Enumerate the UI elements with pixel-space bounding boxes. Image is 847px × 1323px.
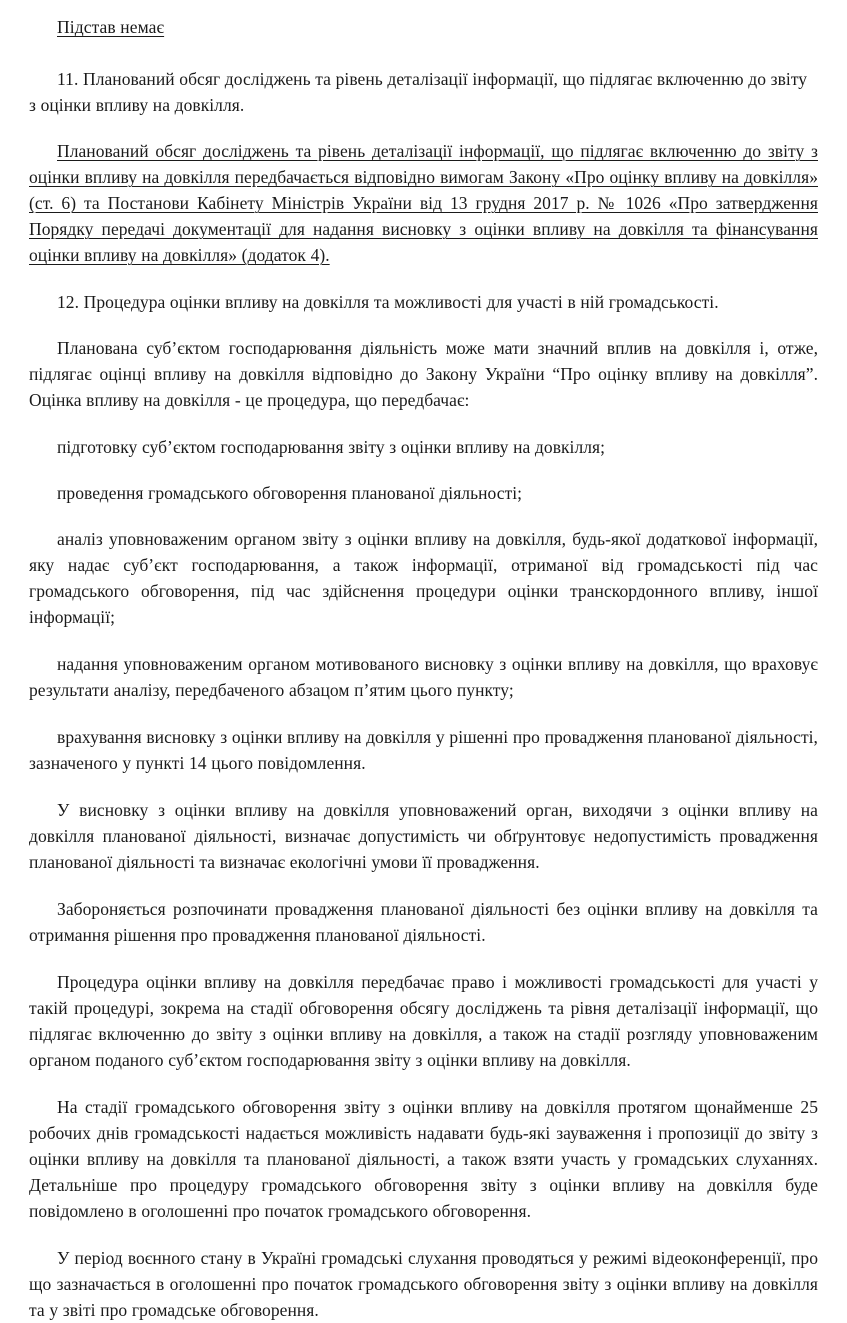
paragraph-item-11: 11. Планований обсяг досліджень та рівень деталізації інформації, що підлягає включенню до звіту з оцінки впливу на довкілля. — [29, 69, 808, 115]
paragraph-item-12-intro: Планована суб’єктом господарювання діяльність може мати значний вплив на довкілля і, отже, підлягає оцінці впливу на довкілля відповідно до Закону України “Про оцінку впливу на довкілля”. Оцінка впливу на довкілля - це процедура, що передбачає: — [29, 338, 818, 410]
paragraph-bullet-5: врахування висновку з оцінки впливу на довкілля у рішенні про провадження планованої діяльності, зазначеного у пункті 14 цього повідомлення. — [29, 727, 818, 773]
document-body — [29, 14, 818, 1323]
paragraph-bullet-1: підготовку суб’єктом господарювання звіту з оцінки впливу на довкілля; — [57, 437, 606, 457]
paragraph-item-12: 12. Процедура оцінки впливу на довкілля та можливості для участі в ній громадськості. — [57, 292, 719, 312]
paragraph-bullet-4: надання уповноваженим органом мотивованого висновку з оцінки впливу на довкілля, що враховує результати аналізу, передбаченого абзацом п’ятим цього пункту; — [29, 654, 818, 700]
page-title — [29, 14, 818, 40]
paragraph-procedure-rights: Процедура оцінки впливу на довкілля передбачає право і можливості громадськості для участі у такій процедурі, зокрема на стадії обговорення обсягу досліджень та рівня деталізації інформації, що підлягає включенню до звіту з оцінки впливу на довкілля, а також на стадії розгляду уповноваженим органом поданого суб’єктом господарювання звіту з оцінки впливу на довкілля. — [29, 972, 818, 1070]
page-title-text: Підстав немає — [57, 17, 165, 37]
paragraph-martial-law: У період воєнного стану в Україні громадські слухання проводяться у режимі відеоконференції, про що зазначається в оголошенні про початок громадського обговорення звіту з оцінки впливу на довкілля та у звіті про громадське обговорення. — [29, 1248, 818, 1320]
paragraph-bullet-2: проведення громадського обговорення планованої діяльності; — [57, 483, 523, 503]
paragraph-conclusion: У висновку з оцінки впливу на довкілля уповноважений орган, виходячи з оцінки впливу на довкілля планованої діяльності, визначає допустимість чи обґрунтовує недопустимість провадження планованої діяльності та визначає екологічні умови її провадження. — [29, 800, 818, 872]
paragraph-item-11-body: Планований обсяг досліджень та рівень деталізації інформації, що підлягає включенню до звіту з оцінки впливу на довкілля передбачається відповідно вимогам Закону «Про оцінку впливу на довкілля» (ст. 6) та Постанови Кабінету Міністрів України від 13 грудня 2017 р. № 1026 «Про затвердження Порядку передачі документації для надання висновку з оцінки впливу на довкілля та фінансування оцінки впливу на довкілля» (додаток 4). — [29, 141, 818, 265]
paragraph-bullet-3: аналіз уповноваженим органом звіту з оцінки впливу на довкілля, будь-якої додаткової інформації, яку надає суб’єкт господарювання, а також інформації, отриманої від громадськості під час громадського обговорення, під час здійснення процедури оцінки транскордонного впливу, іншої інформації; — [29, 529, 818, 627]
paragraph-prohibition: Забороняється розпочинати провадження планованої діяльності без оцінки впливу на довкілля та отримання рішення про провадження планованої діяльності. — [29, 899, 818, 945]
paragraph-public-discussion: На стадії громадського обговорення звіту з оцінки впливу на довкілля протягом щонайменше 25 робочих днів громадськості надається можливість надавати будь-які зауваження і пропозиції до звіту з оцінки впливу на довкілля та планованої діяльності, а також взяти участь у громадських слуханнях. Детальніше про процедуру громадського обговорення звіту з оцінки впливу на довкілля буде повідомлено в оголошенні про початок громадського обговорення. — [29, 1097, 818, 1221]
